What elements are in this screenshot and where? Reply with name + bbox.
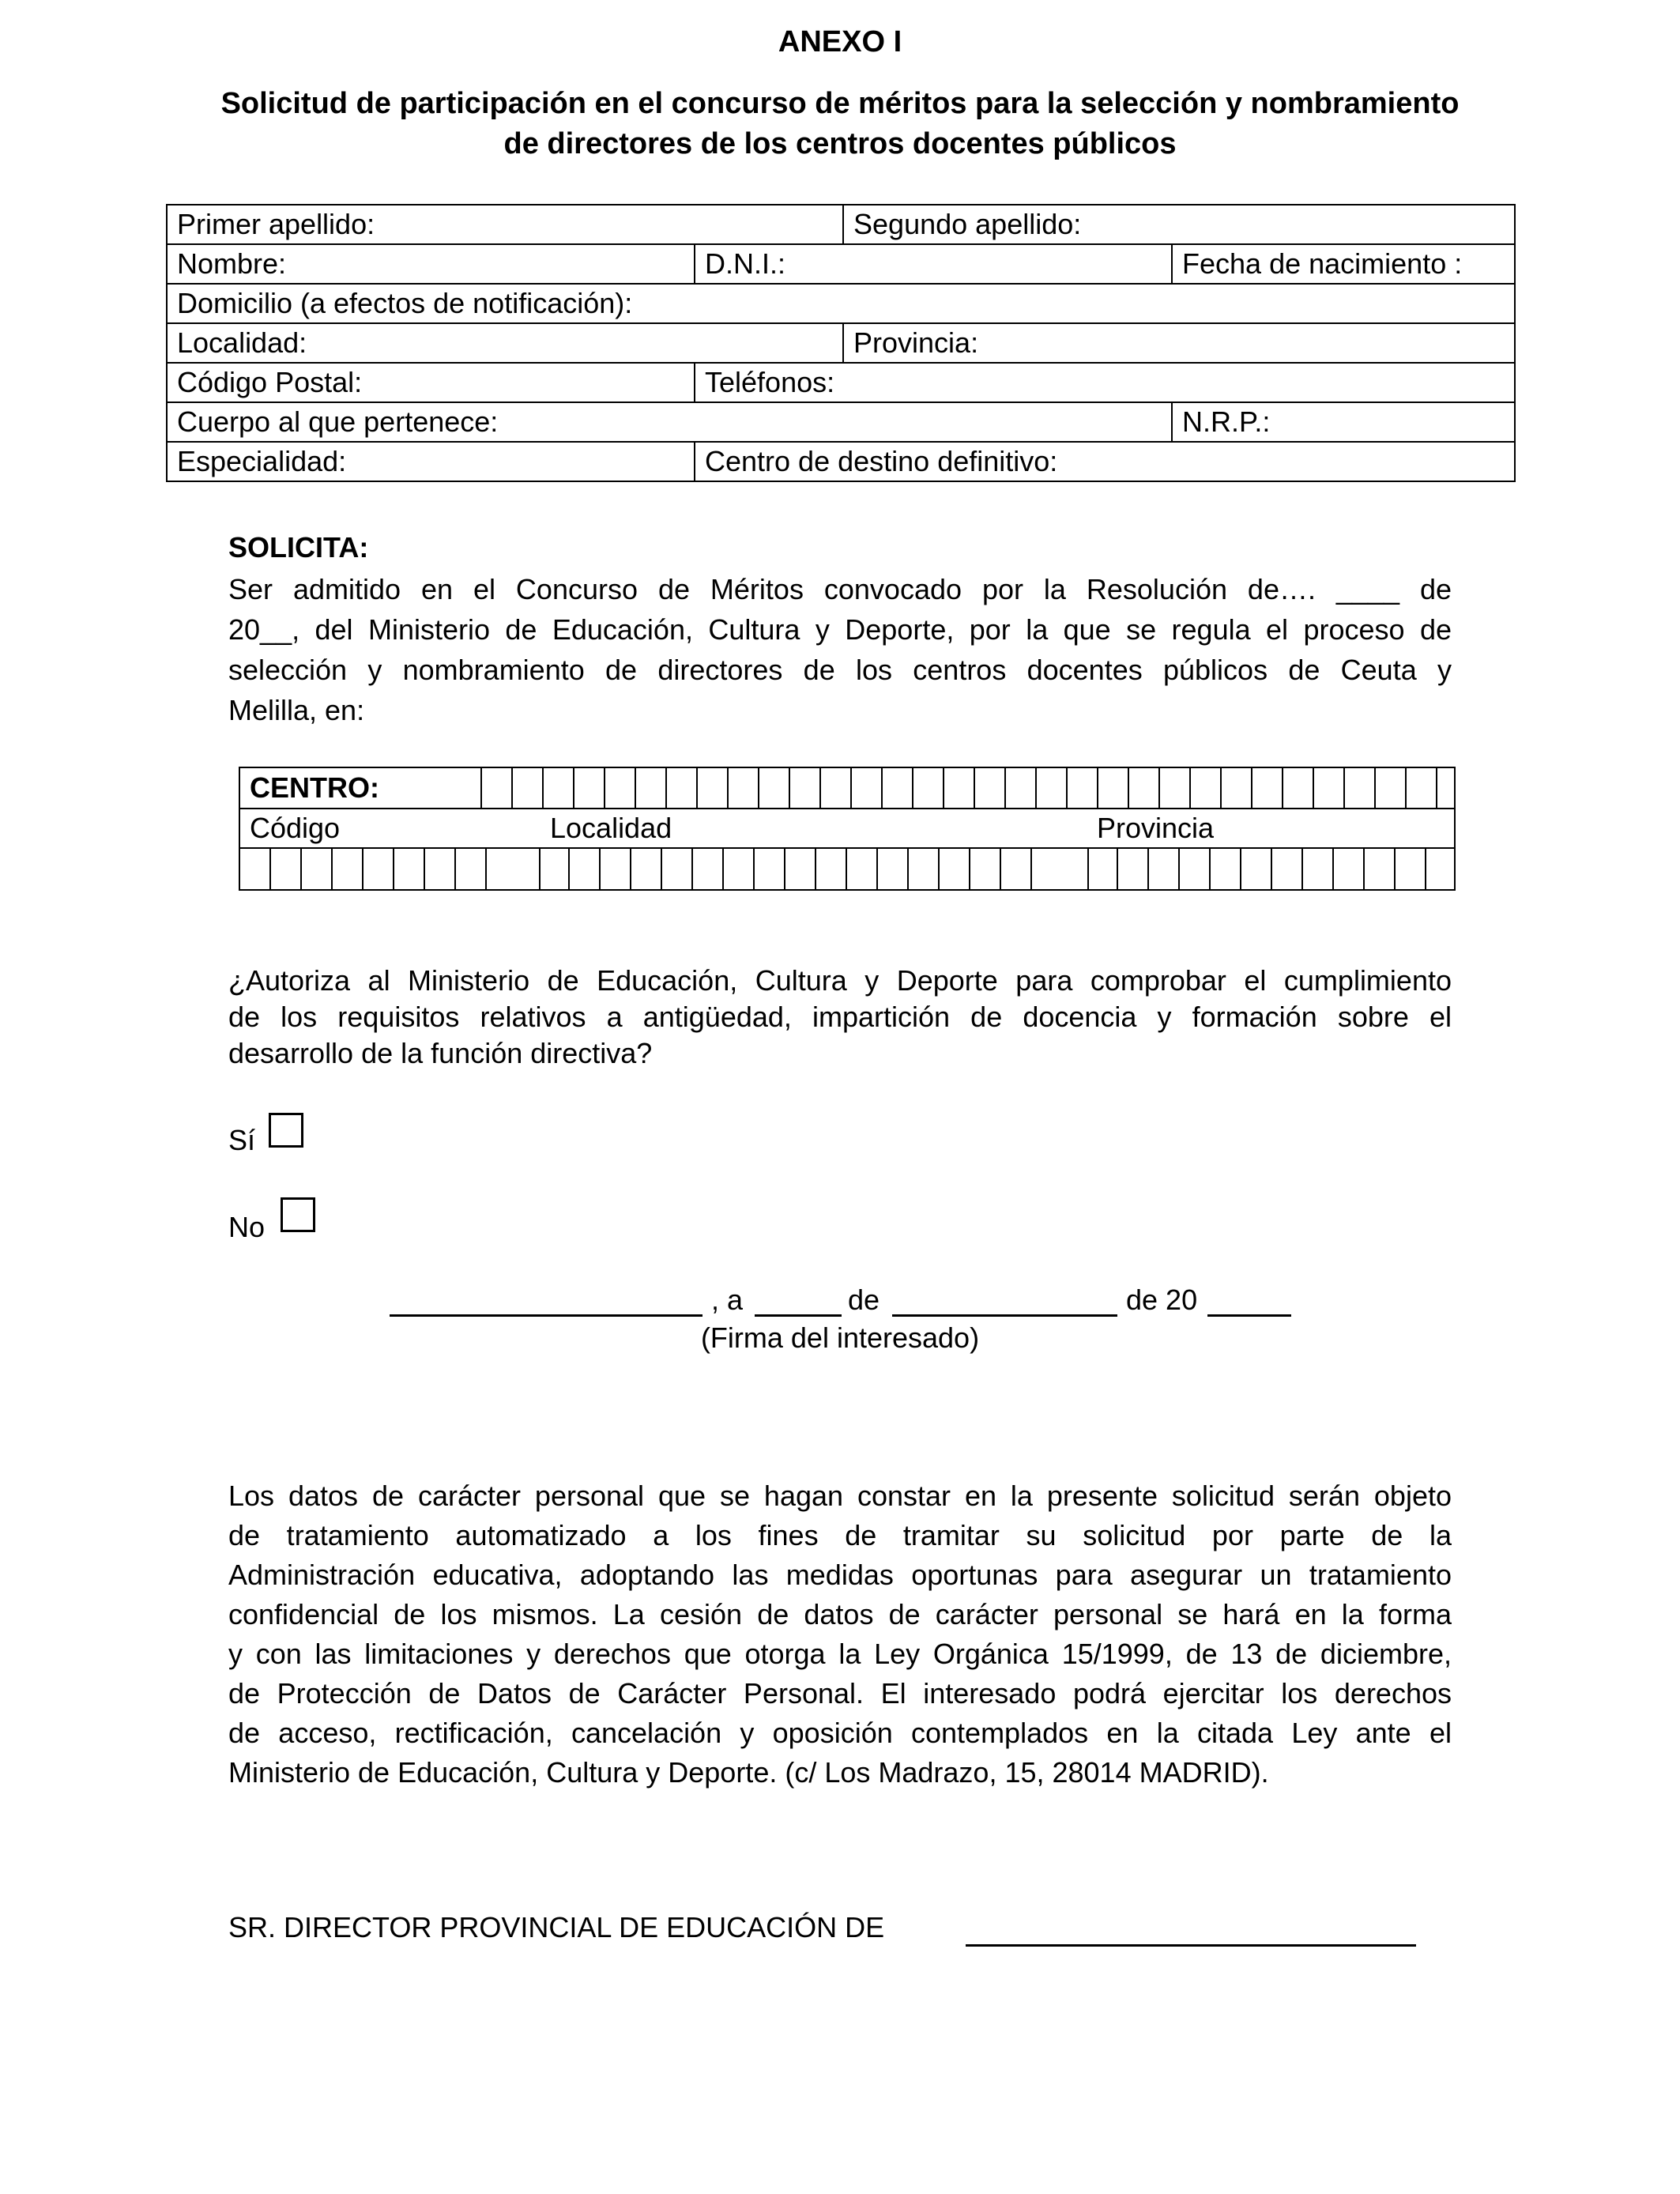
- provincia-label: Provincia: [1097, 812, 1215, 844]
- centro-char-cell[interactable]: [698, 768, 729, 808]
- codigo-char-cell[interactable]: [271, 849, 302, 889]
- proteccion-line: Los datos de carácter personal que se hagan constar en la presente solicitud serán objeto: [228, 1480, 1452, 1512]
- centro-char-cell[interactable]: [1129, 768, 1160, 808]
- centro-char-cell[interactable]: [667, 768, 698, 808]
- centro-char-cell[interactable]: [1191, 768, 1222, 808]
- centro-char-cell[interactable]: [883, 768, 913, 808]
- centro-label-cell: [240, 768, 482, 808]
- centro-char-cell[interactable]: [852, 768, 883, 808]
- centro-char-cell[interactable]: [482, 768, 513, 808]
- centro-char-cell[interactable]: [1160, 768, 1191, 808]
- solicita-line: selección y nombramiento de directores de los centros docentes públicos de Ceuta y: [228, 654, 1452, 686]
- solicita-line: 20__, del Ministerio de Educación, Cultura y Deporte, por la que se regula el proceso de: [228, 613, 1452, 646]
- localidad-char-cell[interactable]: [847, 849, 878, 889]
- especialidad-field[interactable]: Especialidad:: [167, 442, 695, 481]
- provincia-char-cell[interactable]: [1149, 849, 1180, 889]
- autoriza-line: ¿Autoriza al Ministerio de Educación, Cultura y Deporte para comprobar el cumplimiento: [228, 964, 1452, 997]
- centro-char-cell[interactable]: [1006, 768, 1037, 808]
- localidad-char-cell[interactable]: [724, 849, 755, 889]
- centro-destino-field[interactable]: Centro de destino definitivo:: [695, 442, 1515, 481]
- centro-char-cell[interactable]: [759, 768, 790, 808]
- codigo-char-cell[interactable]: [425, 849, 456, 889]
- localidad-char-cell[interactable]: [662, 849, 693, 889]
- autoriza-line: desarrollo de la función directiva?: [228, 1037, 653, 1069]
- autoriza-line: de los requisitos relativos a antigüedad, impartición de docencia y formación sobre el: [228, 1001, 1452, 1033]
- solicita-heading: SOLICITA:: [228, 531, 369, 564]
- provincia-char-cell[interactable]: [1118, 849, 1149, 889]
- mes-blank[interactable]: [892, 1314, 1117, 1317]
- domicilio-field[interactable]: Domicilio (a efectos de notificación):: [167, 284, 1515, 323]
- centro-char-cell[interactable]: [729, 768, 759, 808]
- centro-box: [239, 767, 1456, 891]
- cuerpo-field[interactable]: Cuerpo al que pertenece:: [167, 402, 1172, 442]
- director-provincial-label: SR. DIRECTOR PROVINCIAL DE EDUCACIÓN DE: [228, 1911, 885, 1943]
- centro-char-cell[interactable]: [1283, 768, 1314, 808]
- proteccion-line: confidencial de los mismos. La cesión de datos de carácter personal se hará en la forma: [228, 1598, 1452, 1630]
- codigo-char-cell[interactable]: [394, 849, 425, 889]
- centro-char-cell[interactable]: [1314, 768, 1345, 808]
- provincia-field[interactable]: Provincia:: [843, 323, 1515, 363]
- dia-blank[interactable]: [755, 1314, 842, 1317]
- document-title-line1: Solicitud de participación en el concurso de méritos para la selección y nombramiento: [220, 87, 1460, 120]
- proteccion-line: y con las limitaciones y derechos que otorga la Ley Orgánica 15/1999, de 13 de diciembre,: [228, 1638, 1452, 1670]
- codigo-char-cell[interactable]: [302, 849, 333, 889]
- centro-row: [240, 768, 1454, 809]
- no-checkbox[interactable]: [281, 1197, 315, 1232]
- localidad-char-cell[interactable]: [601, 849, 631, 889]
- centro-char-cell[interactable]: [790, 768, 821, 808]
- provincia-char-cell[interactable]: [1241, 849, 1272, 889]
- provincia-char-cell[interactable]: [1334, 849, 1365, 889]
- centro-char-cell[interactable]: [1037, 768, 1068, 808]
- fecha-nacimiento-field[interactable]: Fecha de nacimiento :: [1172, 244, 1515, 284]
- centro-char-cell[interactable]: [944, 768, 975, 808]
- solicita-line: Ser admitido en el Concurso de Méritos convocado por la Resolución de…. ____ de: [228, 573, 1452, 605]
- localidad-char-cell[interactable]: [693, 849, 724, 889]
- no-label: No: [228, 1211, 266, 1243]
- localidad-field[interactable]: Localidad:: [167, 323, 843, 363]
- localidad-char-cell[interactable]: [539, 849, 570, 889]
- localidad-label: Localidad: [550, 812, 672, 844]
- codigo-char-cell[interactable]: [240, 849, 271, 889]
- provincia-char-cell[interactable]: [1211, 849, 1241, 889]
- centro-char-cell[interactable]: [975, 768, 1006, 808]
- provincia-char-cell[interactable]: [1365, 849, 1396, 889]
- centro-char-cell[interactable]: [821, 768, 852, 808]
- firma-de2: de 20: [1126, 1284, 1198, 1316]
- centro-char-cell[interactable]: [1252, 768, 1283, 808]
- centro-char-cell[interactable]: [913, 768, 944, 808]
- centro-char-cell[interactable]: [1098, 768, 1129, 808]
- localidad-char-cell[interactable]: [755, 849, 785, 889]
- centro-char-cell[interactable]: [574, 768, 605, 808]
- provincia-char-cell[interactable]: [1396, 849, 1426, 889]
- centro-char-cell[interactable]: [605, 768, 636, 808]
- proteccion-line: de acceso, rectificación, cancelación y oposición contemplados en la citada Ley ante el: [228, 1717, 1452, 1749]
- localidad-char-cell[interactable]: [940, 849, 970, 889]
- provincia-char-cell[interactable]: [1180, 849, 1211, 889]
- dni-field[interactable]: D.N.I.:: [695, 244, 1172, 284]
- telefonos-field[interactable]: Teléfonos:: [695, 363, 1515, 402]
- provincia-char-cell[interactable]: [1272, 849, 1303, 889]
- nrp-field[interactable]: N.R.P.:: [1172, 402, 1515, 442]
- annex-title: ANEXO I: [778, 25, 902, 58]
- centro-char-cell[interactable]: [1068, 768, 1098, 808]
- centro-char-cell[interactable]: [1407, 768, 1437, 808]
- si-checkbox[interactable]: [269, 1113, 303, 1148]
- centro-headers-row: [240, 809, 1454, 849]
- proteccion-line: de tratamiento automatizado a los fines de tramitar su solicitud por parte de la: [228, 1519, 1452, 1551]
- centro-char-cell[interactable]: [1376, 768, 1407, 808]
- nombre-field[interactable]: Nombre:: [167, 244, 695, 284]
- solicita-line: Melilla, en:: [228, 694, 365, 726]
- si-label: Sí: [228, 1124, 256, 1156]
- centro-char-cell[interactable]: [544, 768, 574, 808]
- centro-char-cell[interactable]: [636, 768, 667, 808]
- proteccion-line: de Protección de Datos de Carácter Personal. El interesado podrá ejercitar los derechos: [228, 1677, 1452, 1710]
- centro-char-cell[interactable]: [1345, 768, 1376, 808]
- codigo-char-cell[interactable]: [456, 849, 487, 889]
- codigo-char-cell[interactable]: [363, 849, 394, 889]
- anio-blank[interactable]: [1207, 1314, 1291, 1317]
- localidad-char-cell[interactable]: [631, 849, 662, 889]
- localidad-char-cell[interactable]: [785, 849, 816, 889]
- centro-char-cell[interactable]: [513, 768, 544, 808]
- centro-code-cells[interactable]: [240, 849, 1454, 889]
- document-title-line2: de directores de los centros docentes públicos: [503, 127, 1177, 160]
- provincia-destino-blank[interactable]: [966, 1944, 1416, 1947]
- centro-label: CENTRO:: [250, 771, 379, 804]
- segundo-apellido-field[interactable]: Segundo apellido:: [843, 205, 1515, 244]
- provincia-char-cell[interactable]: [1087, 849, 1118, 889]
- codigo-char-cell[interactable]: [333, 849, 363, 889]
- localidad-char-cell[interactable]: [570, 849, 601, 889]
- localidad-char-cell[interactable]: [1001, 849, 1032, 889]
- provincia-char-cell[interactable]: [1303, 849, 1334, 889]
- centro-char-cell[interactable]: [1222, 768, 1252, 808]
- codigo-postal-field[interactable]: Código Postal:: [167, 363, 695, 402]
- localidad-char-cell[interactable]: [909, 849, 940, 889]
- codigo-label: Código: [250, 812, 341, 844]
- proteccion-line: Ministerio de Educación, Cultura y Deporte. (c/ Los Madrazo, 15, 28014 MADRID).: [228, 1756, 1269, 1789]
- proteccion-line: Administración educativa, adoptando las medidas oportunas para asegurar un tratamiento: [228, 1559, 1452, 1591]
- localidad-char-cell[interactable]: [878, 849, 909, 889]
- firma-caption: (Firma del interesado): [700, 1321, 980, 1354]
- lugar-blank[interactable]: [390, 1314, 703, 1317]
- localidad-char-cell[interactable]: [970, 849, 1001, 889]
- localidad-char-cell[interactable]: [816, 849, 847, 889]
- personal-data-table: [166, 204, 1516, 482]
- solicita-paragraph: [228, 569, 1452, 730]
- autoriza-paragraph: [228, 963, 1452, 1072]
- firma-de1: de: [848, 1284, 880, 1316]
- proteccion-paragraph: [228, 1476, 1452, 1793]
- firma-a: , a: [711, 1284, 744, 1316]
- primer-apellido-field[interactable]: Primer apellido:: [167, 205, 843, 244]
